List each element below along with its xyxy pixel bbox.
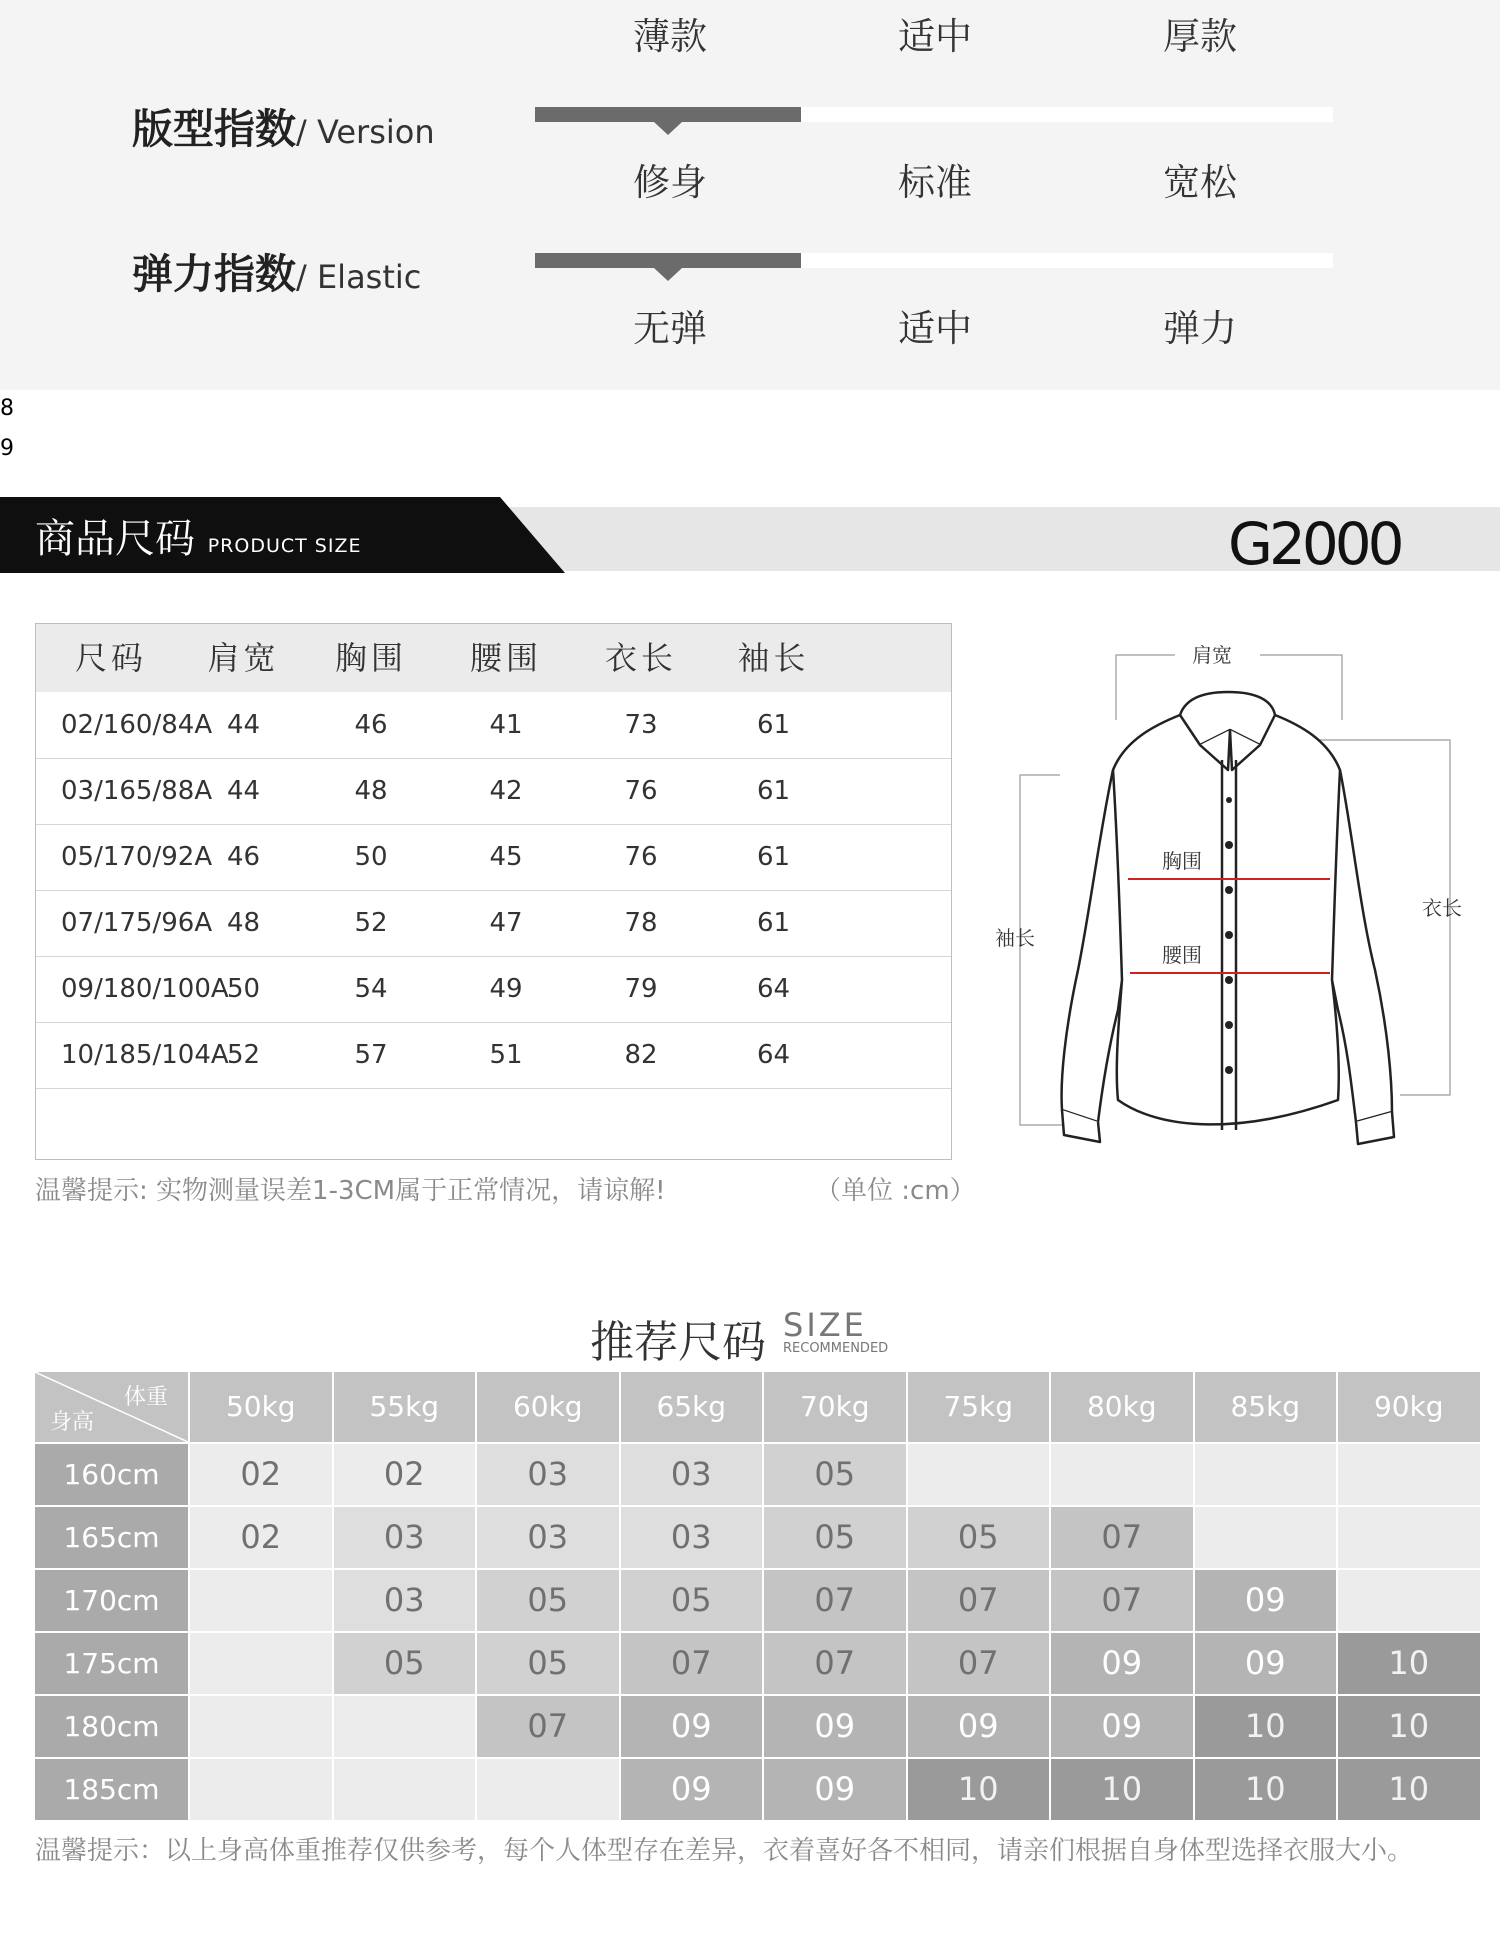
- recommended-size-cell: 07: [764, 1570, 906, 1631]
- recommended-size-cell: 07: [477, 1696, 619, 1757]
- measurement-cell: 52: [354, 908, 388, 938]
- size-code-cell: 05/170/92A: [61, 842, 213, 872]
- size-recommendation-table: [35, 1372, 1465, 1814]
- size-code-cell: 03/165/88A: [61, 776, 213, 806]
- size-code-cell: 09/180/100A: [61, 974, 229, 1004]
- recommendation-note: 温馨提示：以上身高体重推荐仅供参考，每个人体型存在差异，衣着喜好各不相同，请亲们根据自身体型选择衣服大小。: [35, 1836, 1414, 1866]
- size-table-header-cell: 袖长: [737, 639, 810, 677]
- measurement-cell: 44: [226, 776, 261, 806]
- measurement-cell: 44: [226, 710, 261, 740]
- measurement-cell: 79: [624, 974, 658, 1004]
- recommended-size-cell: 05: [334, 1633, 476, 1694]
- size-table-header-cell: 尺码: [74, 639, 147, 677]
- corner-cell: [35, 1372, 188, 1442]
- recommended-size-cell: 03: [621, 1507, 763, 1568]
- size-table-row: [36, 956, 951, 1023]
- size-table-row: [36, 890, 951, 957]
- weight-header-cell: 90kg: [1338, 1372, 1480, 1442]
- weight-header-cell: 80kg: [1051, 1372, 1193, 1442]
- size-table-header-row: [36, 624, 951, 692]
- recommended-size-cell: [1195, 1507, 1337, 1568]
- recommended-size-cell: [908, 1444, 1050, 1505]
- measurement-cell: 82: [624, 1040, 658, 1070]
- elastic-title-cn: 弹力指数: [132, 250, 296, 298]
- size-table-header-cell: 腰围: [469, 639, 542, 677]
- recommended-size-cell: 05: [764, 1507, 906, 1568]
- stray-number: 8: [0, 396, 14, 421]
- product-size-title-en: PRODUCT SIZE: [207, 535, 362, 557]
- recommend-title-en-small: RECOMMENDED: [783, 1341, 889, 1356]
- measurement-cell: 78: [624, 908, 658, 938]
- height-header-cell: 175cm: [35, 1633, 188, 1694]
- measurement-note: 温馨提示: 实物测量误差1-3CM属于正常情况，请谅解!: [35, 1176, 666, 1206]
- diagram-label-sleeve: 袖长: [995, 926, 1035, 950]
- version-option-standard: 标准: [898, 161, 972, 204]
- shirt-measurement-diagram: [990, 630, 1475, 1150]
- recommended-size-cell: 05: [764, 1444, 906, 1505]
- recommended-size-cell: 07: [1051, 1570, 1193, 1631]
- corner-weight-label: 体重: [123, 1385, 168, 1410]
- measurement-cell: 76: [624, 842, 658, 872]
- recommended-size-cell: 05: [908, 1507, 1050, 1568]
- recommended-size-cell: 07: [1051, 1507, 1193, 1568]
- recommended-size-cell: [334, 1696, 476, 1757]
- size-table-header-cell: 衣长: [604, 639, 677, 677]
- recommended-size-cell: 09: [1195, 1570, 1337, 1631]
- recommended-size-cell: 10: [1195, 1696, 1337, 1757]
- height-header-cell: 185cm: [35, 1759, 188, 1820]
- recommended-size-cell: 03: [334, 1570, 476, 1631]
- weight-header-cell: 60kg: [477, 1372, 619, 1442]
- weight-header-cell: 75kg: [908, 1372, 1050, 1442]
- thickness-label-thick: 厚款: [1163, 15, 1237, 58]
- recommended-size-cell: 02: [190, 1507, 332, 1568]
- height-header-cell: 165cm: [35, 1507, 188, 1568]
- recommended-size-cell: [1195, 1444, 1337, 1505]
- size-table-row: [36, 1022, 951, 1089]
- version-title-en: / Version: [296, 113, 435, 151]
- brand-logo: G2000: [1228, 510, 1401, 578]
- weight-header-cell: 65kg: [621, 1372, 763, 1442]
- product-size-header: [0, 497, 1500, 577]
- measurement-cell: 54: [354, 974, 388, 1004]
- recommended-size-cell: 02: [190, 1444, 332, 1505]
- version-index-fill: [535, 107, 801, 122]
- elastic-option-none: 无弹: [633, 307, 707, 350]
- diagram-label-chest: 胸围: [1162, 849, 1202, 873]
- recommended-size-cell: 07: [764, 1633, 906, 1694]
- height-header-cell: 170cm: [35, 1570, 188, 1631]
- height-header-cell: 160cm: [35, 1444, 188, 1505]
- recommended-size-cell: [1338, 1507, 1480, 1568]
- measurement-cell: 48: [226, 908, 261, 938]
- measurement-cell: 52: [226, 1040, 261, 1070]
- diagram-label-shoulder: 肩宽: [1192, 643, 1232, 667]
- shirt-illustration: [990, 630, 1475, 1150]
- weight-header-cell: 70kg: [764, 1372, 906, 1442]
- thickness-label-medium: 适中: [898, 15, 972, 58]
- thickness-label-thin: 薄款: [633, 15, 707, 58]
- measurement-cell: 64: [756, 974, 791, 1004]
- stray-number: 9: [0, 436, 14, 461]
- elastic-option-medium: 适中: [898, 307, 972, 350]
- recommend-title-en-big: SIZE: [783, 1306, 867, 1344]
- recommended-size-cell: [1338, 1570, 1480, 1631]
- size-table-row: [36, 824, 951, 891]
- recommended-size-cell: 09: [1051, 1633, 1193, 1694]
- version-option-slim: 修身: [633, 161, 707, 204]
- size-table-row: [36, 692, 951, 759]
- version-index-title: [132, 96, 435, 155]
- recommended-size-cell: 05: [621, 1570, 763, 1631]
- recommended-size-cell: 10: [1195, 1759, 1337, 1820]
- elastic-index-pointer: [654, 268, 682, 281]
- size-code-cell: 10/185/104A: [61, 1040, 229, 1070]
- unit-note: （单位 :cm）: [815, 1176, 976, 1206]
- recommended-size-cell: [190, 1696, 332, 1757]
- measurement-cell: 50: [226, 974, 261, 1004]
- recommended-size-cell: 03: [477, 1444, 619, 1505]
- recommended-size-cell: 09: [764, 1696, 906, 1757]
- recommended-size-cell: 10: [1338, 1633, 1480, 1694]
- size-table: [35, 623, 952, 1160]
- recommended-size-cell: [190, 1633, 332, 1694]
- recommended-size-cell: [477, 1759, 619, 1820]
- measurement-cell: 76: [624, 776, 658, 806]
- recommended-size-cell: 03: [621, 1444, 763, 1505]
- recommended-size-cell: 10: [1051, 1759, 1193, 1820]
- elastic-option-stretch: 弹力: [1163, 307, 1237, 350]
- measurement-cell: 64: [756, 1040, 791, 1070]
- recommended-size-cell: [190, 1570, 332, 1631]
- size-table-row: [36, 758, 951, 825]
- recommended-size-cell: 09: [1195, 1633, 1337, 1694]
- elastic-title-en: / Elastic: [296, 258, 422, 296]
- height-header-cell: 180cm: [35, 1696, 188, 1757]
- measurement-cell: 51: [489, 1040, 523, 1070]
- recommended-size-cell: 02: [334, 1444, 476, 1505]
- version-index-pointer: [654, 122, 682, 135]
- version-index-bar: [535, 107, 1333, 122]
- recommended-size-cell: 09: [1051, 1696, 1193, 1757]
- recommended-size-cell: [1338, 1444, 1480, 1505]
- measurement-cell: 46: [354, 710, 388, 740]
- recommended-size-cell: 10: [908, 1759, 1050, 1820]
- weight-header-cell: 85kg: [1195, 1372, 1337, 1442]
- recommended-size-cell: 10: [1338, 1696, 1480, 1757]
- recommended-size-cell: 09: [764, 1759, 906, 1820]
- measurement-cell: 61: [756, 842, 791, 872]
- product-size-title-cn: 商品尺码: [35, 516, 195, 562]
- version-option-loose: 宽松: [1163, 161, 1237, 204]
- recommended-size-cell: 05: [477, 1570, 619, 1631]
- elastic-index-bar: [535, 253, 1333, 268]
- diagram-label-length: 衣长: [1422, 896, 1462, 920]
- recommended-size-cell: 03: [334, 1507, 476, 1568]
- recommended-size-cell: 03: [477, 1507, 619, 1568]
- measurement-cell: 50: [354, 842, 388, 872]
- measurement-cell: 57: [354, 1040, 388, 1070]
- size-code-cell: 02/160/84A: [61, 710, 213, 740]
- weight-header-cell: 50kg: [190, 1372, 332, 1442]
- version-title-cn: 版型指数: [132, 105, 296, 153]
- measurement-cell: 45: [489, 842, 523, 872]
- size-code-cell: 07/175/96A: [61, 908, 213, 938]
- measurement-cell: 49: [489, 974, 523, 1004]
- measurement-cell: 61: [756, 908, 791, 938]
- recommended-size-cell: [190, 1759, 332, 1820]
- recommended-size-cell: 07: [908, 1570, 1050, 1631]
- elastic-index-fill: [535, 253, 801, 268]
- measurement-cell: 61: [756, 710, 791, 740]
- diagram-label-waist: 腰围: [1162, 943, 1202, 967]
- recommended-size-cell: 09: [908, 1696, 1050, 1757]
- recommend-title-en: [783, 1308, 888, 1356]
- recommended-size-cell: 09: [621, 1696, 763, 1757]
- measurement-cell: 42: [489, 776, 523, 806]
- measurement-cell: 46: [226, 842, 261, 872]
- elastic-index-title: [132, 241, 421, 300]
- recommended-size-cell: [334, 1759, 476, 1820]
- weight-header-cell: 55kg: [334, 1372, 476, 1442]
- corner-height-label: 身高: [50, 1410, 95, 1435]
- recommend-title: 推荐尺码: [590, 1317, 766, 1368]
- measurement-cell: 73: [624, 710, 658, 740]
- recommended-size-cell: 10: [1338, 1759, 1480, 1820]
- product-size-title: [35, 507, 361, 564]
- size-table-header-cell: 胸围: [334, 639, 407, 677]
- recommended-size-cell: 07: [621, 1633, 763, 1694]
- recommended-size-cell: [1051, 1444, 1193, 1505]
- recommended-size-cell: 05: [477, 1633, 619, 1694]
- recommended-size-cell: 07: [908, 1633, 1050, 1694]
- recommended-size-cell: 09: [621, 1759, 763, 1820]
- size-table-header-cell: 肩宽: [207, 639, 280, 677]
- measurement-cell: 61: [756, 776, 791, 806]
- measurement-cell: 48: [354, 776, 388, 806]
- measurement-cell: 41: [489, 710, 523, 740]
- fabric-index-panel: [0, 0, 1500, 390]
- measurement-cell: 47: [489, 908, 523, 938]
